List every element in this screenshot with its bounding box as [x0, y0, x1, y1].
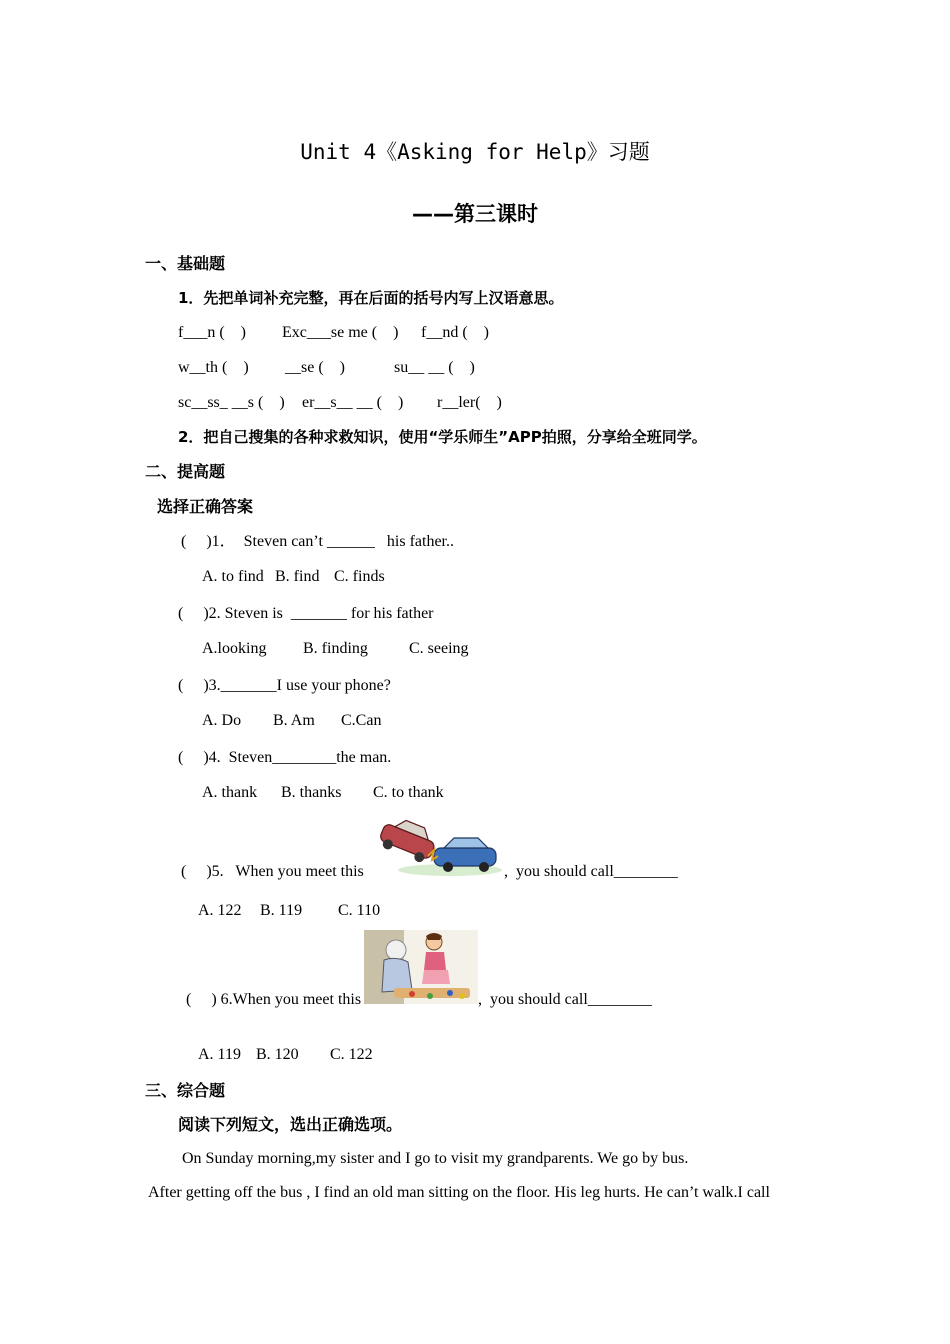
word-blank: su__ __ ( )	[394, 359, 475, 376]
car-crash-icon	[372, 816, 504, 878]
section3-heading: 三、综合题	[145, 1081, 226, 1100]
option: B. Am	[273, 712, 315, 729]
question-stem-tail: , you should call________	[478, 991, 652, 1008]
q2-instruction: 2．把自己搜集的各种求救知识，使用“学乐师生”APP拍照，分享给全班同学。	[178, 428, 707, 446]
question-stem: ( ) 6.When you meet this	[186, 991, 362, 1008]
word-blank: w__th ( )	[178, 359, 249, 376]
page-subtitle: ——第三课时	[412, 202, 538, 226]
passage-line: On Sunday morning,my sister and I go to visit my grandparents. We go by bus.	[182, 1150, 689, 1167]
passage-line: After getting off the bus , I find an old man sitting on the floor. His leg hurts. He can’t walk.I call	[148, 1184, 770, 1201]
option: C. seeing	[409, 640, 469, 657]
q1-instruction: 1．先把单词补充完整，再在后面的括号内写上汉语意思。	[178, 289, 564, 307]
question-stem: ( )2. Steven is _______ for his father	[178, 605, 434, 622]
option: B. thanks	[281, 784, 342, 801]
injured-elderly-image	[364, 930, 478, 1004]
helping-elderly-icon	[364, 930, 478, 1004]
section3-instruction: 阅读下列短文，选出正确选项。	[178, 1115, 403, 1134]
question-stem: ( )4. Steven________the man.	[178, 749, 392, 766]
word-blank: r__ler( )	[437, 394, 502, 411]
word-blank: sc__ss_ __s ( )	[178, 394, 285, 411]
option: A.looking	[202, 640, 267, 657]
word-blank: __se ( )	[285, 359, 345, 376]
option: C.Can	[341, 712, 382, 729]
option: A. 122	[198, 902, 242, 919]
option: A. to find	[202, 568, 264, 585]
section2-heading: 二、提高题	[145, 462, 226, 481]
word-blank: er__s__ __ ( )	[302, 394, 404, 411]
option: B. 119	[260, 902, 303, 919]
option: A. 119	[198, 1046, 241, 1063]
option: B. find	[275, 568, 320, 585]
word-blank: f___n ( )	[178, 324, 246, 341]
section1-heading: 一、基础题	[145, 254, 226, 273]
question-stem: ( )1． Steven can’t ______ his father..	[181, 533, 454, 550]
option: A. Do	[202, 712, 242, 729]
section2-subheading: 选择正确答案	[157, 497, 254, 516]
car-crash-image	[372, 816, 504, 878]
option: C. to thank	[373, 784, 444, 801]
option: C. 122	[330, 1046, 373, 1063]
option: C. finds	[334, 568, 385, 585]
option: C. 110	[338, 902, 381, 919]
option: B. finding	[303, 640, 368, 657]
page-title: Unit 4《Asking for Help》习题	[300, 140, 650, 164]
word-blank: Exc___se me ( )	[282, 324, 399, 341]
question-stem-tail: , you should call________	[504, 863, 678, 880]
question-stem: ( )3._______I use your phone?	[178, 677, 391, 694]
option: B. 120	[256, 1046, 299, 1063]
word-blank: f__nd ( )	[421, 324, 489, 341]
option: A. thank	[202, 784, 258, 801]
question-stem: ( )5. When you meet this	[181, 863, 364, 880]
